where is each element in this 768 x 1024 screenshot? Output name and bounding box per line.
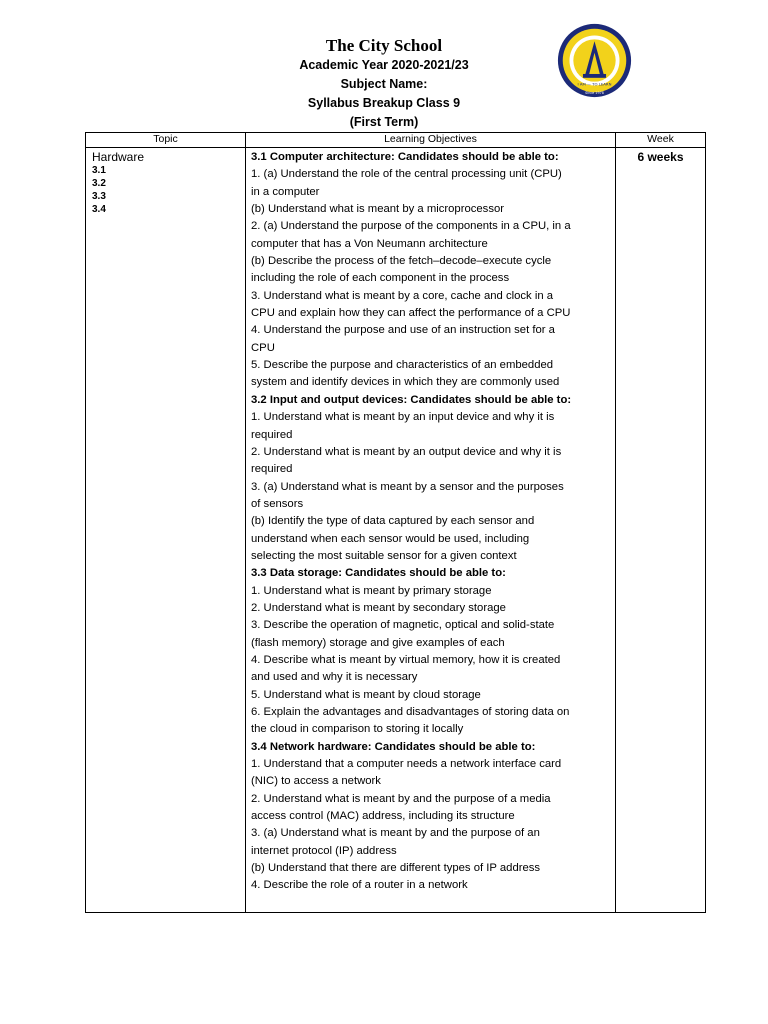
objective-line: 3. Understand what is meant by a core, cache and clock in a	[251, 289, 554, 302]
school-logo-icon	[556, 22, 633, 99]
objective-line: required	[251, 463, 293, 476]
subtopic: 3.1	[92, 165, 106, 176]
objective-line: computer that has a Von Neumann architecture	[251, 237, 488, 250]
objective-line: in a computer	[251, 185, 320, 198]
objective-line: (b) Understand that there are different types of IP address	[251, 862, 541, 875]
objective-line: (b) Describe the process of the fetch–decode–execute cycle	[251, 255, 552, 268]
objective-line: 2. Understand what is meant by secondary storage	[251, 601, 506, 614]
header-week: Week	[616, 133, 706, 148]
objective-line: 2. (a) Understand the purpose of the components in a CPU, in a	[251, 220, 571, 233]
objective-line: access control (MAC) address, including its structure	[251, 810, 515, 823]
table-header-row	[86, 133, 706, 148]
objective-line: (b) Identify the type of data captured by each sensor and	[251, 515, 535, 528]
header-topic: Topic	[86, 133, 246, 148]
section-heading: 3.4 Network hardware: Candidates should be able to:	[251, 740, 536, 753]
section-heading: 3.3 Data storage: Candidates should be able to:	[251, 567, 506, 580]
objective-line: CPU	[251, 341, 275, 354]
objective-line: 4. Describe the role of a router in a network	[251, 879, 468, 892]
objective-line: 2. Understand what is meant by and the purpose of a media	[251, 792, 551, 805]
objective-line: system and identify devices in which they are commonly used	[251, 376, 560, 389]
logo-motto: I AM — TO LEARN	[577, 81, 612, 87]
learning-objectives-cell	[246, 148, 616, 913]
objective-line: selecting the most suitable sensor for a given context	[251, 549, 517, 562]
term-label: (First Term)	[349, 115, 419, 129]
document-header	[0, 36, 768, 132]
objective-line: 3. (a) Understand what is meant by and the purpose of an	[251, 827, 540, 840]
objective-line: 1. Understand what is meant by an input device and why it is	[251, 411, 555, 424]
subject-name: Subject Name:	[340, 77, 428, 91]
objective-line: 4. Understand the purpose and use of an instruction set for a	[251, 324, 555, 337]
academic-year: Academic Year 2020-2021/23	[299, 58, 469, 72]
section-heading: 3.2 Input and output devices: Candidates should be able to:	[251, 393, 572, 406]
syllabus-title: Syllabus Breakup Class 9	[307, 96, 461, 110]
objective-line: 5. Understand what is meant by cloud storage	[251, 688, 481, 701]
objective-line: 1. (a) Understand the role of the central processing unit (CPU)	[251, 168, 562, 181]
objective-line: 6. Explain the advantages and disadvantages of storing data on	[251, 706, 570, 718]
objective-line: internet protocol (IP) address	[251, 844, 397, 857]
objective-line: (b) Understand what is meant by a microprocessor	[251, 203, 505, 216]
objective-line: understand when each sensor would be used, including	[251, 532, 530, 545]
objective-line: (NIC) to access a network	[251, 775, 381, 788]
objective-line: (flash memory) storage and give examples of each	[251, 636, 505, 649]
objective-line: 1. Understand that a computer needs a network interface card	[251, 758, 562, 771]
topic-title: Hardware	[92, 150, 145, 164]
objective-line: of sensors	[251, 497, 304, 510]
objective-line: CPU and explain how they can affect the performance of a CPU	[251, 307, 571, 320]
objective-line: 3. (a) Understand what is meant by a sensor and the purposes	[251, 480, 564, 493]
table-row	[86, 148, 706, 913]
objective-line: 4. Describe what is meant by virtual memory, how it is created	[251, 653, 561, 666]
logo-since: Since 1978	[585, 91, 604, 96]
school-name: The City School	[325, 36, 443, 55]
section-heading: 3.1 Computer architecture: Candidates should be able to:	[251, 151, 559, 163]
subtopic: 3.3	[92, 191, 106, 202]
objective-line: 5. Describe the purpose and characteristics of an embedded	[251, 359, 554, 372]
objective-line: required	[251, 428, 293, 441]
subtopic: 3.2	[92, 178, 106, 189]
week-cell: 6 weeks	[616, 148, 706, 913]
subtopic: 3.4	[92, 204, 106, 215]
objective-line: and used and why it is necessary	[251, 671, 418, 684]
objective-line: 3. Describe the operation of magnetic, optical and solid-state	[251, 619, 555, 632]
objective-line: 2. Understand what is meant by an output device and why it is	[251, 445, 562, 458]
objective-line: 1. Understand what is meant by primary storage	[251, 584, 492, 597]
objective-line: including the role of each component in the process	[251, 272, 510, 285]
syllabus-table	[85, 132, 706, 913]
topic-cell	[86, 148, 246, 913]
objective-line: the cloud in comparison to storing it locally	[251, 723, 464, 736]
header-learning-objectives: Learning Objectives	[246, 133, 616, 148]
